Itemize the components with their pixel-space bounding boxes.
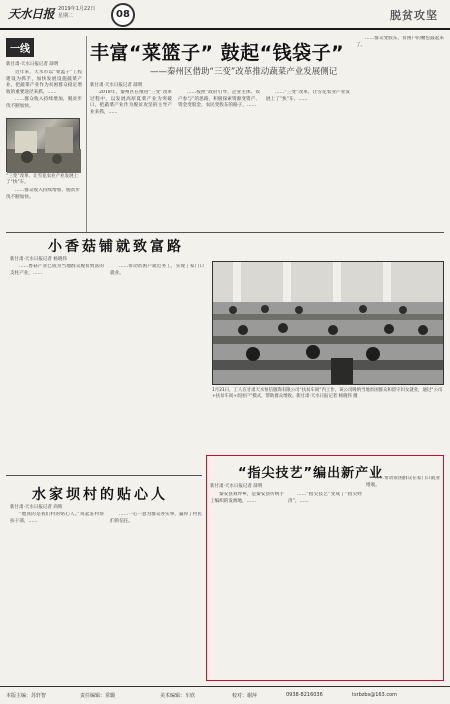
main-paragraph: 2018年，秦州区在推进“三变”改革过程中，以发展高原夏菜产业为突破口，把蔬菜产业作为脱贫攻坚的主导产业来抓，……: [90, 90, 172, 115]
page-footer: [0, 686, 450, 704]
main-paragraph: ……群众变股东，贫困户的腰包鼓起来了。: [356, 36, 444, 48]
shuijiaba-paragraph: ……一心一意为群众办实事，赢得了村民们的信任。: [110, 512, 202, 524]
zhijian-paragraph: 秦安县刘坪乡，是秦安县传统手工编织的发源地，……: [210, 492, 284, 504]
main-paragraph: ……“三变”改革，让雪花农业产业发展上了“快”车，……: [266, 90, 350, 102]
yixian-paragraph: ……群众收入持续增加，脱贫步伐不断加快。: [6, 188, 80, 200]
factory-photo: [212, 261, 444, 385]
zhijian-column: [210, 492, 284, 676]
issue-date-text: 2019年1月22日: [58, 6, 96, 12]
yixian-paragraph: ……群众收入持续增加，脱贫步伐不断加快。: [6, 97, 82, 109]
main-paragraph: ……按照“政府引导、企业主体、农户参与”的思路，积极探索资源变资产、资金变股金、农民变股东的路子，……: [178, 90, 260, 109]
column-divider: [86, 36, 87, 232]
zhijian-column: [366, 476, 440, 676]
footer-duty-editor: 责任编辑：常璐: [80, 693, 116, 699]
shuijiaba-paragraph: “他真的是我们村的贴心人。”说起驻村帮扶干部，……: [10, 512, 104, 524]
main-article-column: [90, 90, 172, 230]
main-headline: 丰富“菜篮子” 鼓起“钱袋子”: [90, 42, 345, 64]
masthead: [0, 0, 450, 30]
section-divider: [6, 232, 444, 233]
issue-date: [58, 6, 95, 20]
main-article-column: [266, 90, 350, 230]
yixian-text-continued: [6, 188, 80, 230]
footer-email: tsrbzbs@163.com: [352, 692, 398, 698]
zhijian-column: [288, 492, 362, 676]
shuijiaba-byline: 新甘肃·天水日报记者 尚辉: [10, 505, 63, 510]
footer-editor: 本版主编：苏轩智: [6, 693, 47, 699]
factory-photo-art: [213, 262, 444, 385]
xianggu-headline: 小香菇铺就致富路: [48, 239, 184, 255]
yixian-heading: 一线: [6, 38, 34, 57]
yixian-byline: 新甘肃·天水日报记者 薛明: [6, 62, 59, 67]
inset-photo-art: [7, 119, 81, 173]
xianggu-byline: 新甘肃·天水日报记者 杨晓伟: [10, 257, 67, 262]
shuijiaba-headline: 水家坝村的贴心人: [32, 487, 168, 503]
issue-weekday: 星期二: [58, 13, 74, 19]
newspaper-logo: 天水日报: [8, 7, 55, 21]
shuijiaba-column: [10, 512, 104, 682]
zhijian-headline: “指尖技艺”编出新产业: [238, 466, 384, 481]
main-article-column: [356, 36, 444, 230]
xianggu-paragraph: ……香菇产业已成为当地群众脱贫致富的支柱产业，……: [10, 264, 104, 276]
page-number: 08: [111, 3, 135, 27]
inset-photo: [6, 118, 80, 172]
xianggu-column: [110, 264, 204, 472]
main-byline: 新甘肃·天水日报记者 薛明: [90, 83, 143, 88]
inset-photo-caption: “三变”改革，让雪花农业产业发展上了“快”车。: [6, 174, 79, 185]
footer-artist: 美术编辑：车欣: [160, 693, 196, 699]
xianggu-paragraph: ……带动贫困户就近务工，实现了家门口就业。: [110, 264, 204, 276]
zhijian-paragraph: ……带动贫困群众在家门口就业增收。: [366, 476, 440, 488]
yixian-paragraph: 近年来，天水市以“菜篮子”工程建设为抓手，加快发展设施蔬菜产业，把蔬菜产业作为贫困群众稳定增收的重要途径来抓，……: [6, 70, 82, 95]
zhijian-paragraph: ……“指尖技艺”变成了“指尖经济”，……: [288, 492, 362, 504]
footer-proof: 校对：谢萍: [232, 693, 258, 699]
section-divider: [6, 475, 202, 476]
shuijiaba-column: [110, 512, 202, 682]
footer-phone: 0938-8216036: [286, 692, 323, 698]
main-subheadline: ——秦州区借助“三变”改革推动蔬菜产业发展侧记: [150, 67, 338, 77]
zhijian-byline: 新甘肃·天水日报记者 薛明: [210, 484, 263, 489]
xianggu-column: [10, 264, 104, 472]
factory-photo-caption: 1月21日，工人在甘肃天水恒信服饰有限公司“扶贫车间”内工作，该公司吸纳当地贫困群众和留守妇女就业，通过“公司+扶贫车间+贫困户”模式，帮助群众增收。新甘肃·天水日报记者 杨晓伟 摄: [212, 388, 443, 399]
main-article-column: [178, 90, 260, 230]
section-name: 脱贫攻坚: [390, 9, 438, 22]
